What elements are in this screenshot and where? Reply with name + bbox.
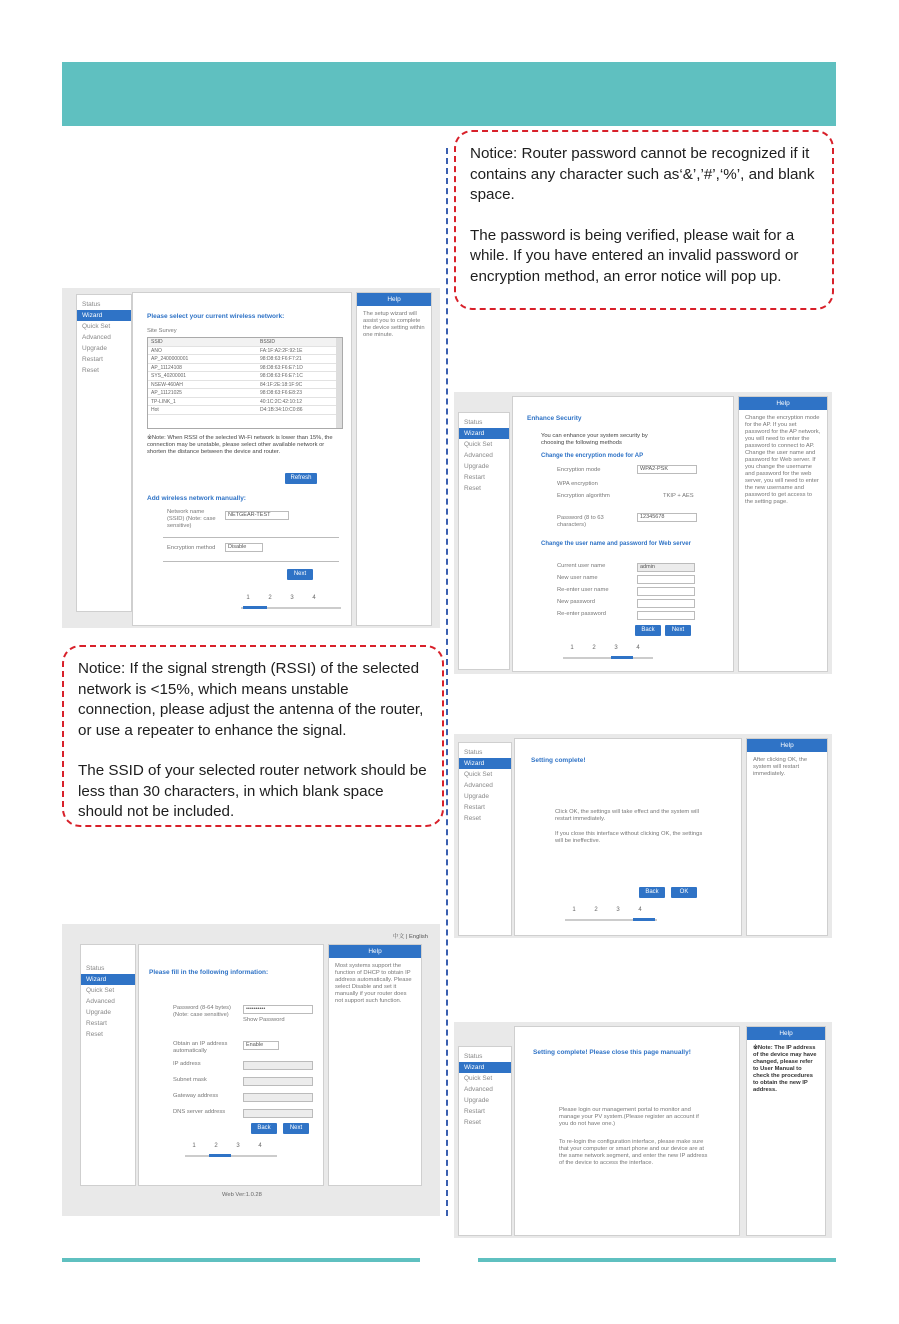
section-encryption: Change the encryption mode for AP	[541, 453, 644, 459]
new-user-label: New user name	[557, 575, 598, 581]
nav-item-reset[interactable]: Reset	[464, 485, 481, 492]
step-indicator: 1 2 3 4	[246, 595, 316, 601]
help-title: Help	[747, 1027, 825, 1040]
page-title: Setting complete!	[531, 757, 586, 764]
list-item[interactable]: ANO FA:1F:A2:2F:92:1E	[148, 347, 342, 356]
back-button[interactable]: Back	[635, 625, 661, 636]
site-survey-label: Site Survey	[147, 328, 177, 334]
encryption-label: Encryption method	[167, 545, 216, 551]
nav-item-upgrade[interactable]: Upgrade	[86, 1009, 111, 1016]
nav-item-advanced[interactable]: Advanced	[82, 334, 111, 341]
list-item[interactable]: NSEW-460AH 84:1F:2E:18:1F:9C	[148, 381, 342, 390]
section-web-server: Change the user name and password for Web server	[541, 541, 691, 547]
help-text: The setup wizard will assist you to complete the device setting within one minute.	[363, 311, 425, 338]
nav-item-advanced[interactable]: Advanced	[464, 782, 493, 789]
reenter-user-input[interactable]	[637, 587, 695, 596]
nav-item-reset[interactable]: Reset	[82, 367, 99, 374]
screenshot-fill-info	[62, 924, 440, 1216]
current-user-label: Current user name	[557, 563, 606, 569]
next-button[interactable]: Next	[287, 569, 313, 580]
screenshot-close-page	[454, 1022, 832, 1238]
nav-menu	[458, 742, 512, 936]
subnet-label: Subnet mask	[173, 1077, 207, 1083]
list-item[interactable]: Hot D4:1B:34:10:C0:86	[148, 406, 342, 415]
screenshot-setting-complete	[454, 734, 832, 938]
main-panel	[132, 292, 352, 626]
ip-label: IP address	[173, 1061, 201, 1067]
nav-item-wizard[interactable]: Wizard	[77, 310, 131, 321]
step-bar	[563, 657, 653, 659]
notice-text: Notice: Router password cannot be recognized if it contains any character such as‘&’,’#’,‘%’, and blank space.	[470, 145, 815, 203]
current-user-input: admin	[637, 563, 695, 572]
rssi-note: ※Note: When RSSI of the selected Wi-Fi network is lower than 15%, the connection may be unstable, please select other available network or shorten the distance between the device and router.	[147, 435, 333, 455]
nav-item-status[interactable]: Status	[86, 965, 105, 972]
nav-item-advanced[interactable]: Advanced	[464, 452, 493, 459]
dns-input[interactable]	[243, 1109, 313, 1118]
back-button[interactable]: Back	[639, 887, 665, 898]
network-name-input[interactable]: NETGEAR-TEST	[225, 511, 289, 520]
show-password-checkbox[interactable]: Show Password	[243, 1017, 285, 1023]
new-pass-input[interactable]	[637, 599, 695, 608]
ok-instruction: Click OK, the settings will take effect and the system will restart immediately.	[555, 809, 699, 822]
page-title: Please select your current wireless network:	[147, 313, 285, 320]
page-title: Please fill in the following information:	[149, 969, 269, 976]
help-title: Help	[739, 397, 827, 410]
password-label: Password (8 to 63 characters)	[557, 515, 604, 528]
reenter-user-label: Re-enter user name	[557, 587, 609, 593]
obtain-ip-label: Obtain an IP address automatically	[173, 1041, 228, 1054]
notice-text: Notice: If the signal strength (RSSI) of the selected network is <15%, which means unstable connection, please adjust the antenna of the router, or use a repeater to enhance the signal.	[78, 660, 424, 739]
nav-item-wizard[interactable]: Wizard	[81, 974, 135, 985]
step-bar	[185, 1155, 277, 1157]
algo-label: Encryption algorithm	[557, 493, 610, 499]
main-panel	[514, 1026, 740, 1236]
nav-item-restart[interactable]: Restart	[86, 1020, 107, 1027]
encryption-select[interactable]: Disable	[225, 543, 263, 552]
manual-title: Add wireless network manually:	[147, 495, 246, 502]
column-divider	[446, 148, 448, 1216]
nav-item-status[interactable]: Status	[464, 749, 483, 756]
nav-menu	[458, 1046, 512, 1236]
nav-item-quick-set[interactable]: Quick Set	[464, 441, 493, 448]
wpa-label: WPA encryption	[557, 481, 598, 487]
screenshot-enhance-security	[454, 392, 832, 674]
header-band	[62, 62, 836, 126]
list-item[interactable]: AP_2400000001 98:D8:63:F6:F7:21	[148, 355, 342, 364]
nav-item-quick-set[interactable]: Quick Set	[464, 771, 493, 778]
step-indicator: 1 2 3 4	[192, 1143, 262, 1149]
nav-menu	[76, 294, 132, 612]
nav-item-upgrade[interactable]: Upgrade	[82, 345, 107, 352]
network-name-label: Network name (SSID) (Note: case sensitive)	[167, 509, 216, 529]
list-item[interactable]: TP-LINK_1 40:1C:2C:42:10:12	[148, 398, 342, 407]
nav-item-wizard[interactable]: Wizard	[459, 758, 511, 769]
help-title: Help	[747, 739, 827, 752]
step-indicator: 1 2 3 4	[570, 645, 640, 651]
step-active	[209, 1154, 231, 1157]
nav-menu	[80, 944, 136, 1186]
help-text: Change the encryption mode for the AP. If you set password for the AP network, you will need to enter the password to connect to AP. Change the user name and password for Web server. If you change the username and password for the web server, you will need to enter the new username and password to get access to the setting page.	[745, 415, 821, 505]
nav-item-quick-set[interactable]: Quick Set	[464, 1075, 493, 1082]
help-panel	[746, 1026, 826, 1236]
algo-value: TKIP + AES	[663, 493, 694, 499]
nav-item-restart[interactable]: Restart	[464, 474, 485, 481]
list-item[interactable]: AP_11124108 98:D8:63:F6:E7:1D	[148, 364, 342, 373]
step-active	[611, 656, 633, 659]
portal-instruction: Please login our management portal to monitor and manage your PV system.(Please register an account if you do not have one.)	[559, 1107, 699, 1127]
nav-item-reset[interactable]: Reset	[86, 1031, 103, 1038]
step-active	[243, 606, 267, 609]
main-panel	[514, 738, 742, 936]
language-switch[interactable]: 中文 | English	[392, 934, 428, 940]
page-title: Setting complete! Please close this page manually!	[533, 1049, 691, 1056]
enc-mode-select[interactable]: WPA2-PSK	[637, 465, 697, 474]
nav-item-status[interactable]: Status	[464, 1053, 483, 1060]
subnet-input[interactable]	[243, 1077, 313, 1086]
nav-item-wizard[interactable]: Wizard	[459, 1062, 511, 1073]
nav-item-quick-set[interactable]: Quick Set	[86, 987, 115, 994]
new-pass-label: New password	[557, 599, 596, 605]
divider	[163, 561, 339, 562]
help-panel	[356, 292, 432, 626]
obtain-ip-select[interactable]: Enable	[243, 1041, 279, 1050]
nav-item-upgrade[interactable]: Upgrade	[464, 1097, 489, 1104]
enc-mode-label: Encryption mode	[557, 467, 601, 473]
notice-text: The SSID of your selected router network should be less than 30 characters, in which blank space should not be included.	[78, 762, 427, 820]
nav-item-restart[interactable]: Restart	[82, 356, 103, 363]
step-active	[633, 918, 655, 921]
help-panel	[328, 944, 422, 1186]
nav-menu	[458, 412, 510, 670]
help-title: Help	[329, 945, 421, 958]
footer-line-left	[62, 1258, 420, 1262]
screenshot-select-network	[62, 288, 440, 628]
nav-item-upgrade[interactable]: Upgrade	[464, 793, 489, 800]
nav-item-quick-set[interactable]: Quick Set	[82, 323, 111, 330]
nav-item-restart[interactable]: Restart	[464, 1108, 485, 1115]
step-indicator: 1 2 3 4	[572, 907, 642, 913]
nav-item-status[interactable]: Status	[464, 419, 483, 426]
nav-item-advanced[interactable]: Advanced	[464, 1086, 493, 1093]
notice-text: The password is being verified, please wait for a while. If you have entered an invalid password or encryption method, an error notice will pop up.	[470, 226, 799, 285]
ok-button[interactable]: OK	[671, 887, 697, 898]
next-button[interactable]: Next	[665, 625, 691, 636]
divider	[163, 537, 339, 538]
password-input[interactable]: ••••••••••	[243, 1005, 313, 1014]
reenter-pass-label: Re-enter password	[557, 611, 606, 617]
help-panel	[746, 738, 828, 936]
password-notice	[454, 130, 834, 310]
nav-item-restart[interactable]: Restart	[464, 804, 485, 811]
main-panel	[138, 944, 324, 1186]
nav-item-status[interactable]: Status	[82, 301, 101, 308]
help-text: After clicking OK, the system will restart immediately.	[753, 757, 808, 777]
dns-label: DNS server address	[173, 1109, 226, 1115]
list-header: SSID BSSID	[148, 338, 342, 347]
help-title: Help	[357, 293, 431, 306]
list-scrollbar[interactable]	[336, 338, 342, 428]
web-version: Web Ver:1.0.28	[222, 1192, 262, 1198]
intro-text: You can enhance your system security by choosing the following methods	[541, 433, 648, 446]
password-label: Password (8-64 bytes) (Note: case sensitive)	[173, 1005, 231, 1018]
relogin-instruction: To re-login the configuration interface, please make sure that your computer or smart phone and our device are at the same network segment, and enter the new IP address of the device to access the interface.	[559, 1139, 708, 1166]
rssi-notice	[62, 645, 444, 827]
close-warning: If you close this interface without clicking OK, the settings will be ineffective.	[555, 831, 703, 844]
nav-item-wizard[interactable]: Wizard	[459, 428, 509, 439]
page-title: Enhance Security	[527, 415, 582, 422]
help-text: ※Note: The IP address of the device may have changed, please refer to User Manual to check the procedures to obtain the new IP address.	[753, 1045, 817, 1093]
password-input[interactable]: 12345678	[637, 513, 697, 522]
new-user-input[interactable]	[637, 575, 695, 584]
gateway-label: Gateway address	[173, 1093, 219, 1099]
back-button[interactable]: Back	[251, 1123, 277, 1134]
list-item[interactable]: AP_11121025 98:D8:63:F6:E8:23	[148, 389, 342, 398]
nav-item-reset[interactable]: Reset	[464, 1119, 481, 1126]
footer-line-right	[478, 1258, 836, 1262]
reenter-pass-input[interactable]	[637, 611, 695, 620]
main-panel	[512, 396, 734, 672]
list-item[interactable]: SYS_40200001 98:D8:63:F6:E7:1C	[148, 372, 342, 381]
next-button[interactable]: Next	[283, 1123, 309, 1134]
help-panel	[738, 396, 828, 672]
ip-input[interactable]	[243, 1061, 313, 1070]
nav-item-advanced[interactable]: Advanced	[86, 998, 115, 1005]
nav-item-upgrade[interactable]: Upgrade	[464, 463, 489, 470]
gateway-input[interactable]	[243, 1093, 313, 1102]
nav-item-reset[interactable]: Reset	[464, 815, 481, 822]
network-list[interactable]	[147, 337, 343, 429]
help-text: Most systems support the function of DHCP to obtain IP address automatically. Please select Disable and set it manually if your router does not support such function.	[335, 963, 412, 1004]
refresh-button[interactable]: Refresh	[285, 473, 317, 484]
